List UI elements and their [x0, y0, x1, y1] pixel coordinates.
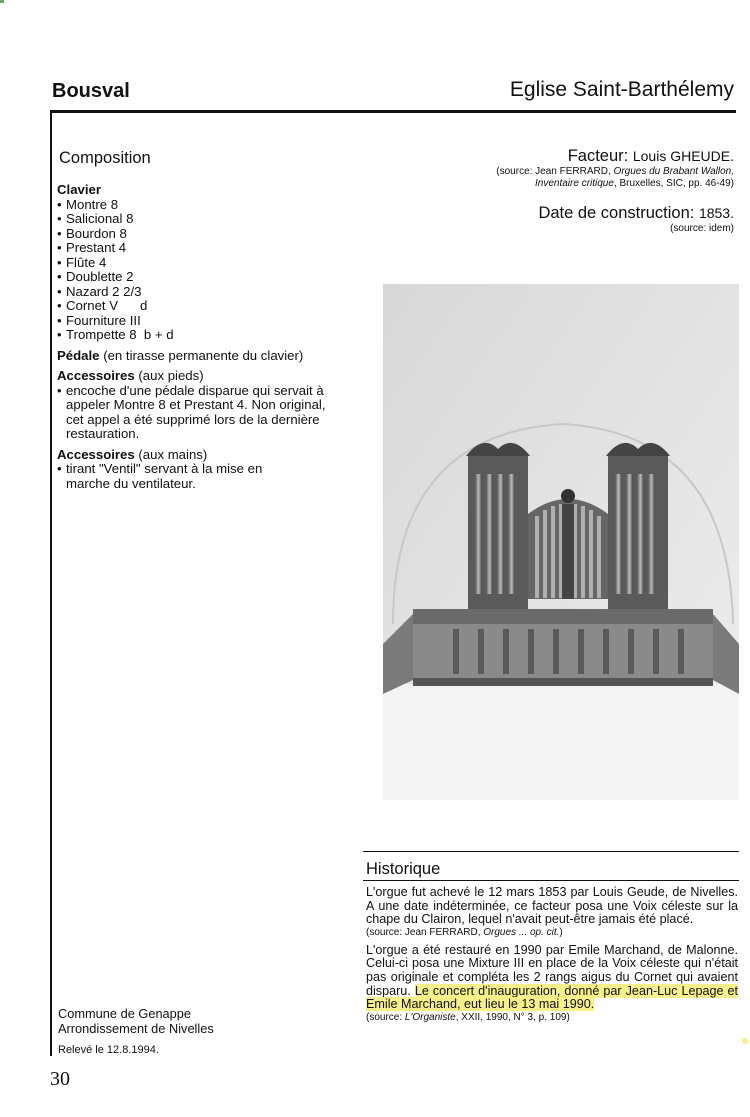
organ-photo [383, 284, 739, 800]
stop-item: • Nazard 2 2/3 [57, 285, 347, 300]
accessoire-item: • encoche d'une pédale disparue qui servait à appeler Montre 8 et Prestant 4. Non original, cet appel a été supprimé lors de la dernière restauration. [57, 384, 347, 442]
pedale-text: (en tirasse permanente du clavier) [99, 347, 304, 363]
facteur-value: Louis GHEUDE. [632, 148, 734, 164]
source-subtitle: Inventaire critique [535, 178, 614, 189]
historique-body [366, 886, 738, 1029]
releve-date: Relevé le 12.8.1994. [58, 1044, 159, 1056]
commune-text: Commune de Genappe [58, 1006, 192, 1021]
stop-item: • Bourdon 8 [57, 227, 347, 242]
accessoires-pieds-heading [57, 369, 347, 384]
accessoires-label: Accessoires [57, 446, 135, 462]
accessoires-label: Accessoires [57, 368, 135, 383]
composition-block [57, 183, 347, 491]
source-title: L'Organiste [404, 1011, 456, 1023]
construction-source: (source: idem) [670, 223, 734, 234]
highlighted-text: Le concert d'inauguration, donné par Jean-Luc Lepage et Emile Marchand, eut lieu le 13 mai 1990. [366, 983, 738, 1012]
highlight-mark [742, 1038, 748, 1044]
source-text: (source: Jean FERRARD, [366, 926, 484, 938]
construction-label: Date de construction: [538, 204, 695, 222]
stop-item: • Cornet V d [57, 299, 347, 314]
construction-value: 1853. [698, 205, 734, 221]
historique-paragraph: L'orgue fut achevé le 12 mars 1853 par Louis Geude, de Nivelles. A une date indéterminée, ce facteur posa une Voix céleste sur la chape du Clairon, lequel n'avait peut-être jamais été placé. [366, 885, 738, 927]
source-title: Orgues du Brabant Wallon, [613, 166, 734, 177]
clavier-title: Clavier [57, 182, 101, 197]
historique-source [366, 927, 738, 939]
historique-source [366, 1012, 738, 1024]
accessoires-qualifier: (aux pieds) [134, 368, 204, 383]
construction-line [314, 204, 734, 223]
builder-info [314, 147, 734, 235]
accessoires-mains-list [57, 462, 347, 491]
facteur-label: Facteur: [567, 147, 629, 165]
stop-item: • Doublette 2 [57, 270, 347, 285]
source-text: ) [559, 926, 563, 938]
stop-item: • Fourniture III [57, 314, 347, 329]
historique-title: Historique [366, 860, 441, 878]
paragraph-text: L'orgue a été restauré en 1990 par Emile Marchand, de Malonne. Celui-ci posa une Mixture III en place de la Voix céleste qui n'était pas originale et compléta les 2 rangs aigus du Cornet qui avaient disparu. [366, 942, 738, 998]
arrondissement-text: Arrondissement de Nivelles [58, 1021, 214, 1036]
stop-item: • Flûte 4 [57, 256, 347, 271]
header-rule [50, 110, 736, 113]
historique-rule-bottom [363, 880, 739, 881]
source-title: Orgues ... op. cit. [483, 926, 560, 938]
location-title: Bousval [52, 80, 130, 102]
accessoire-item: • tirant "Ventil" servant à la mise en marche du ventilateur. [57, 462, 347, 491]
historique-rule [363, 851, 739, 852]
accessoires-qualifier: (aux mains) [134, 446, 208, 462]
stop-item: • Trompette 8 b + d [57, 328, 347, 343]
source-text: (source: [366, 1011, 405, 1023]
source-text: , XXII, 1990, N° 3, p. 109) [455, 1011, 570, 1023]
source-text: , Bruxelles, SIC, pp. 46-49) [613, 178, 734, 189]
stop-item: • Prestant 4 [57, 241, 347, 256]
accessoires-pieds-list [57, 384, 347, 442]
facteur-source [314, 166, 734, 190]
left-rule [50, 110, 52, 1056]
stop-item: • Salicional 8 [57, 212, 347, 227]
historique-paragraph [366, 944, 738, 1012]
stop-item: • Montre 8 [57, 198, 347, 213]
pedale-line [57, 349, 347, 364]
source-text: (source: Jean FERRARD, [496, 166, 614, 177]
scan-mark [0, 0, 4, 3]
stop-list [57, 198, 347, 343]
pedale-label: Pédale [57, 347, 100, 363]
church-title: Eglise Saint-Barthélemy [509, 78, 734, 101]
composition-title: Composition [59, 149, 151, 167]
page-number: 30 [50, 1068, 70, 1090]
accessoires-mains-heading [57, 448, 347, 463]
location-footer [58, 1006, 214, 1036]
facteur-line [314, 147, 734, 166]
